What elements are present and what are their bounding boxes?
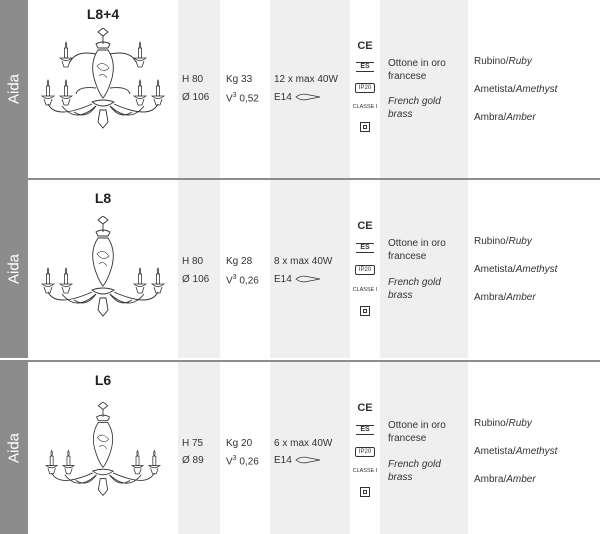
lamp-count: 8 x max 40W	[274, 256, 333, 267]
socket-type: E14	[274, 274, 321, 285]
color-option: Ametista/Amethyst	[474, 446, 558, 457]
chandelier-illustration	[36, 216, 170, 336]
color-option: Rubino/Ruby	[474, 418, 532, 429]
candle-arm	[60, 42, 72, 67]
finish-column	[380, 180, 468, 358]
class-label: CLASSE I	[352, 104, 378, 110]
candle-arm	[152, 80, 164, 105]
candle-arm	[63, 451, 74, 474]
candle-arm	[60, 268, 72, 293]
candle-bulb-icon	[295, 275, 321, 283]
lamp-count: 6 x max 40W	[274, 438, 333, 449]
candle-arm	[42, 268, 54, 293]
chandelier-illustration	[40, 402, 166, 514]
finish-english-line2: brass	[388, 472, 413, 483]
lamp-column	[270, 0, 350, 178]
candle-arm	[134, 268, 146, 293]
weight-value: Kg 28	[226, 256, 253, 267]
double-insulation-icon	[360, 306, 370, 316]
series-sidebar	[0, 0, 28, 178]
finish-italian-line2: francese	[388, 251, 427, 262]
finish-italian-line1: Ottone in oro	[388, 238, 446, 249]
color-option: Ametista/Amethyst	[474, 264, 558, 275]
product-row	[0, 0, 600, 178]
finish-english-line1: French gold	[388, 459, 441, 470]
candle-arm	[134, 42, 146, 67]
finish-english-line1: French gold	[388, 96, 441, 107]
weight-value: Kg 20	[226, 438, 253, 449]
model-name: L8	[94, 190, 112, 206]
volume-value: $V^3$ 0,26	[226, 274, 259, 287]
series-sidebar	[0, 180, 28, 358]
candle-arm	[149, 451, 160, 474]
series-label: Aida	[5, 253, 23, 285]
ip-rating-badge: IP20	[355, 83, 375, 93]
diameter-value: Ø 89	[182, 455, 204, 466]
ip-rating-badge: IP20	[355, 265, 375, 275]
es-mark-icon: ES	[356, 425, 374, 435]
model-name: L6	[94, 372, 112, 388]
finish-italian-line2: francese	[388, 71, 427, 82]
series-label: Aida	[5, 432, 23, 464]
series-label: Aida	[5, 73, 23, 105]
double-insulation-icon	[360, 487, 370, 497]
ce-mark-icon: CE	[357, 40, 373, 52]
finish-italian-line1: Ottone in oro	[388, 420, 446, 431]
class-label: CLASSE I	[352, 287, 378, 293]
chandelier-illustration	[36, 28, 170, 148]
certifications	[352, 362, 378, 534]
finish-italian-line2: francese	[388, 433, 427, 444]
color-option: Ambra/Amber	[474, 474, 536, 485]
volume-value: $V^3$ 0,52	[226, 92, 259, 105]
height-value: H 80	[182, 74, 204, 85]
ce-mark-icon: CE	[357, 402, 373, 414]
certifications	[352, 180, 378, 358]
candle-bulb-icon	[295, 93, 321, 101]
color-option: Rubino/Ruby	[474, 236, 532, 247]
series-sidebar	[0, 362, 28, 534]
finish-column	[380, 362, 468, 534]
candle-arm	[152, 268, 164, 293]
diameter-value: Ø 106	[182, 274, 210, 285]
color-option: Ambra/Amber	[474, 292, 536, 303]
finish-english-line2: brass	[388, 290, 413, 301]
class-label: CLASSE I	[352, 468, 378, 474]
candle-arm	[46, 451, 57, 474]
finish-italian-line1: Ottone in oro	[388, 58, 446, 69]
finish-english-line2: brass	[388, 109, 413, 120]
product-row	[0, 180, 600, 358]
candle-bulb-icon	[295, 456, 321, 464]
model-name: L8+4	[86, 6, 120, 22]
finish-column	[380, 0, 468, 178]
height-value: H 75	[182, 438, 204, 449]
product-row	[0, 362, 600, 534]
socket-type: E14	[274, 92, 321, 103]
candle-arm	[60, 80, 72, 105]
candle-arm	[42, 80, 54, 105]
color-option: Ambra/Amber	[474, 112, 536, 123]
lamp-column	[270, 180, 350, 358]
diameter-value: Ø 106	[182, 92, 210, 103]
candle-arm	[132, 451, 143, 474]
dimensions-column	[178, 0, 220, 178]
socket-type: E14	[274, 455, 321, 466]
volume-value: $V^3$ 0,26	[226, 455, 259, 468]
es-mark-icon: ES	[356, 62, 374, 72]
double-insulation-icon	[360, 122, 370, 132]
dimensions-column	[178, 180, 220, 358]
color-option: Ametista/Amethyst	[474, 84, 558, 95]
height-value: H 80	[182, 256, 204, 267]
finish-english-line1: French gold	[388, 277, 441, 288]
lamp-count: 12 x max 40W	[274, 74, 338, 85]
candle-arm	[134, 80, 146, 105]
ip-rating-badge: IP20	[355, 447, 375, 457]
color-option: Rubino/Ruby	[474, 56, 532, 67]
ce-mark-icon: CE	[357, 220, 373, 232]
es-mark-icon: ES	[356, 243, 374, 253]
weight-value: Kg 33	[226, 74, 253, 85]
certifications	[352, 0, 378, 178]
